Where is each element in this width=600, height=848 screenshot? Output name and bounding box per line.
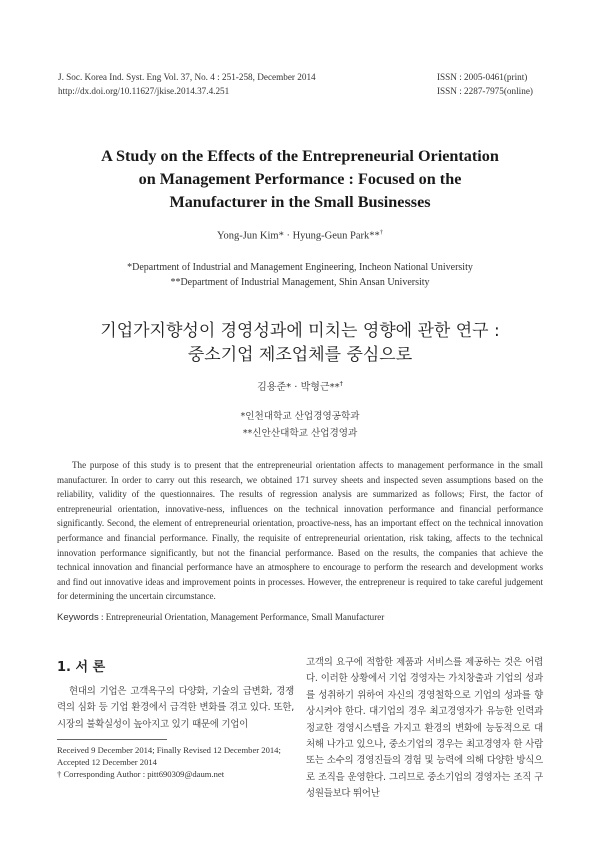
english-title-line: Manufacturer in the Small Businesses xyxy=(169,193,431,211)
english-affiliations xyxy=(40,260,560,290)
korean-author-names: 김용준* · 박형근** xyxy=(257,382,340,393)
english-authors xyxy=(40,229,560,242)
korean-title-line: 중소기업 제조업체를 중심으로 xyxy=(187,345,413,365)
received-date: Received 9 December 2014; Finally Revised 12 December 2014; xyxy=(57,745,281,755)
journal-header-left xyxy=(58,70,316,98)
body-text-left-column: 현대의 기업은 고객욕구의 다양화, 기술의 급변화, 경쟁력의 심화 등 기업 환경에서 급격한 변화를 겪고 있다. 또한, 시장의 불확실성이 높아지고 있기 때문에 기업이 xyxy=(57,686,294,730)
issn-online: ISSN : 2287-7975(online) xyxy=(437,86,533,96)
english-title xyxy=(40,145,560,214)
keywords-text: : Entrepreneurial Orientation, Management Performance, Small Manufacturer xyxy=(101,612,385,622)
affiliation-line: **Department of Industrial Management, Shin Ansan University xyxy=(170,277,430,288)
abstract: The purpose of this study is to present that the entrepreneurial orientation affects to management performance in the small manufacturer. In order to carry out this research, we obtained 171 survey sheets and inspected seven assumptions based on the reliability, validity of the questionnaires. The results of regression analysis are summarized as follows; First, the factor of entrepreneurial orientation, innovative-ness, influences on the technical innovation performance and financial performance significantly. Second, the element of entrepreneurial orientation, proactive-ness, has an important effect on the technical innovation performance and financial performance. Finally, the requisite of entrepreneurial orientation, risk taking, affects to the technical innovation performance significantly, but not the financial performance. Based on the results, the companies that achieve the technical innovation and financial performance have an atmosphere to encourage to perform the research and development works and find out innovative ideas and improvement points in processes. However, the entrepreneur is required to take careful judgement for determining the uncertain circumstance. xyxy=(57,460,543,602)
corresponding-author xyxy=(57,768,297,780)
dagger-mark: † xyxy=(57,769,62,780)
accepted-date: Accepted 12 December 2014 xyxy=(57,757,157,768)
korean-title-line: 기업가지향성이 경영성과에 미치는 영향에 관한 연구 : xyxy=(100,321,500,341)
body-text-right-column: 고객의 요구에 적합한 제품과 서비스를 제공하는 것은 어렵다. 이러한 상황에서 기업 경영자는 가치창출과 기업의 성과를 성취하기 위하여 자신의 경영철학으로 기업의 성과를 향상시켜야 한다. 대기업의 경우 최고경영자가 유능한 인력과 정교한 경영시스템을 가지고 환경의 변화에 능동적으로 대처해 나가고 있으나, 중소기업의 경우는 최고경영자 한 사람 또는 소수의 경영진들의 경험 및 능력에 의해 다양한 방식으로 조직을 운영한다. 그리므로 중소기업의 경영자는 조직 구성원들보다 뛰어난 xyxy=(306,657,543,800)
affiliation-line: *인천대학교 산업경영공학과 xyxy=(240,411,360,422)
corresponding-mark: † xyxy=(379,229,384,236)
keywords xyxy=(57,612,543,623)
issn-print: ISSN : 2005-0461(print) xyxy=(437,72,528,82)
footnote xyxy=(57,744,297,781)
korean-affiliations xyxy=(40,408,560,442)
affiliation-line: **신안산대학교 산업경영과 xyxy=(242,428,358,439)
corresponding-mark: † xyxy=(339,379,343,388)
footnote-divider xyxy=(57,739,167,740)
affiliation-line: *Department of Industrial and Management Engineering, Incheon National University xyxy=(127,262,473,273)
section-heading: 1. 서 론 xyxy=(57,660,106,675)
journal-header-right xyxy=(437,70,533,98)
keywords-label: Keywords xyxy=(57,612,99,623)
korean-title xyxy=(40,319,560,367)
english-author-names: Yong-Jun Kim* · Hyung-Geun Park** xyxy=(216,230,380,242)
english-title-line: on Management Performance : Focused on the xyxy=(138,170,462,188)
doi-link[interactable]: http://dx.doi.org/10.11627/jkise.2014.37.4.251 xyxy=(58,86,230,96)
journal-citation: J. Soc. Korea Ind. Syst. Eng Vol. 37, No. 4 : 251-258, December 2014 xyxy=(58,72,316,82)
english-title-line: A Study on the Effects of the Entrepreneurial Orientation xyxy=(101,147,499,165)
corresponding-author-text: Corresponding Author : pitt690309@daum.net xyxy=(61,769,225,780)
korean-authors xyxy=(40,378,560,393)
